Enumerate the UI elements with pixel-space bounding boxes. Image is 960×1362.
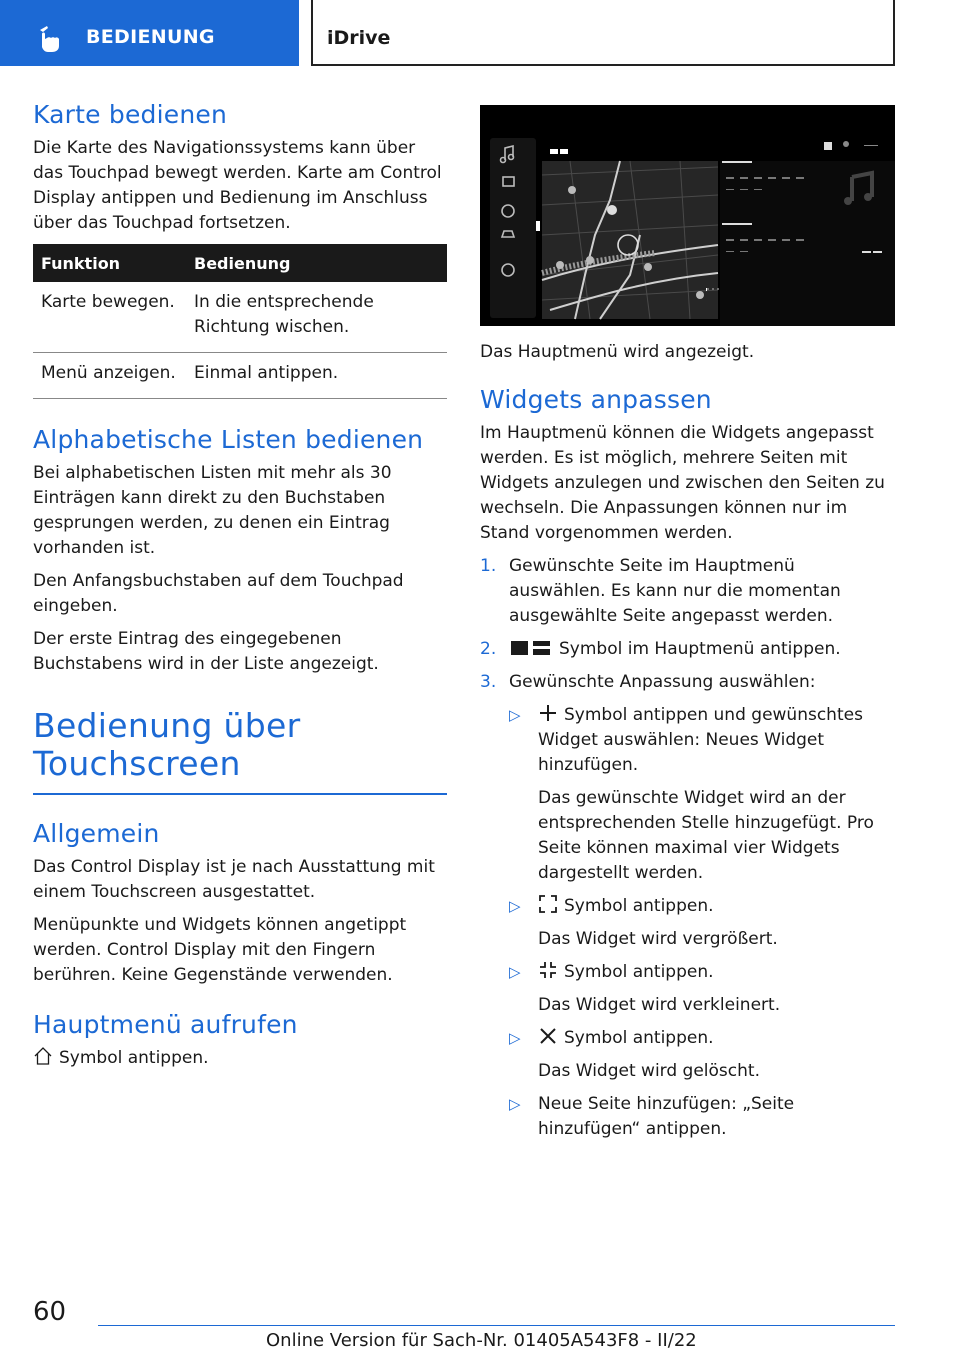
step-text: Gewünschte Seite im Hauptmenü auswählen. Es kann nur die momentan ausgewählte Seite angepasst werden. (509, 556, 841, 626)
hauptmenue-p1 (33, 1046, 447, 1071)
header-section-label: BEDIENUNG (86, 26, 215, 48)
option-note: Das Widget wird gelöscht. (538, 1061, 760, 1081)
option-note: Das Widget wird verkleinert. (538, 995, 781, 1015)
hauptmenue-title: Hauptmenü aufrufen (33, 1010, 298, 1039)
alpha-p1: Bei alphabetischen Listen mit mehr als 30 Einträgen kann direkt zu den Buchstaben gesprungen werden, zu denen ein Eintrag vorhanden ist. (33, 463, 392, 558)
list-item (509, 703, 896, 886)
option-text: Symbol antippen. (564, 1028, 714, 1048)
touch-hand-icon (34, 22, 66, 54)
table-cell: Karte bewegen. (33, 282, 186, 353)
footer-version-line: Online Version für Sach-Nr. 01405A543F8 - II/22 (266, 1330, 697, 1351)
bullet-triangle-icon: ▷ (509, 897, 521, 915)
list-item (480, 670, 896, 1142)
bullet-triangle-icon: ▷ (509, 1029, 521, 1047)
table-cell: In die entsprechende Richtung wischen. (186, 282, 447, 353)
close-icon (538, 1026, 558, 1046)
step-text: Gewünschte Anpassung auswählen: (509, 672, 816, 692)
list-item (509, 894, 896, 952)
table-row (33, 282, 447, 353)
table-header-row (33, 244, 447, 282)
left-column (33, 100, 447, 1079)
control-display-screenshot (480, 105, 895, 326)
section-rule (33, 793, 447, 795)
alpha-p2: Den Anfangsbuchstaben auf dem Touchpad eingeben. (33, 571, 404, 616)
bullet-triangle-icon: ▷ (509, 706, 521, 724)
option-note: Das Widget wird vergrößert. (538, 929, 778, 949)
main-menu-illustration (480, 105, 895, 326)
table-cell: Einmal antippen. (186, 353, 447, 399)
option-text: Symbol antippen und gewünschtes Widget auswählen: Neues Widget hinzufügen. (538, 705, 863, 775)
table-header-bedienung: Bedienung (186, 244, 447, 282)
allgemein-p1: Das Control Display ist je nach Ausstattung mit einem Touchscreen ausgestattet. (33, 857, 435, 902)
page-number: 60 (33, 1297, 67, 1327)
list-item (509, 1026, 896, 1084)
step-number: 2. (480, 639, 497, 659)
enlarge-icon (538, 894, 558, 914)
option-note: Das gewünschte Widget wird an der entsprechenden Stelle hinzugefügt. Pro Seite können maximal vier Widgets dargestellt werden. (538, 788, 874, 883)
step-text: Symbol im Hauptmenü antippen. (559, 639, 841, 659)
allgemein-p2: Menüpunkte und Widgets können angetippt werden. Control Display mit den Fingern berühren. Keine Gegenstände verwenden. (33, 915, 407, 985)
karte-title: Karte bedienen (33, 100, 227, 129)
list-item (509, 1092, 896, 1142)
table-cell: Menü anzeigen. (33, 353, 186, 399)
header-chapter-box (311, 0, 895, 66)
list-item (480, 637, 896, 662)
header-section-tab (0, 0, 299, 66)
widgets-title: Widgets anpassen (480, 385, 712, 414)
table-header-funktion: Funktion (33, 244, 186, 282)
touchscreen-title: Bedienung über Touchscreen (33, 706, 301, 783)
allgemein-title: Allgemein (33, 819, 160, 848)
widgets-intro: Im Hauptmenü können die Widgets angepasst werden. Es ist möglich, mehrere Seiten mit Widgets anzulegen und zwischen den Seiten zu wechseln. Die Anpassungen können nur im Stand vorgenommen werden. (480, 423, 885, 543)
plus-icon (538, 703, 558, 723)
alpha-title: Alphabetische Listen bedienen (33, 425, 424, 454)
bullet-triangle-icon: ▷ (509, 963, 521, 981)
step-number: 1. (480, 556, 497, 576)
footer-rule (98, 1325, 895, 1326)
alpha-p3: Der erste Eintrag des eingegebenen Buchstabens wird in der Liste angezeigt. (33, 629, 379, 674)
list-item (480, 554, 896, 629)
screenshot-caption: Das Hauptmenü wird angezeigt. (480, 342, 755, 362)
adjustment-options (509, 703, 896, 1142)
table-row (33, 353, 447, 399)
widgets-steps (480, 554, 896, 1142)
option-text: Neue Seite hinzufügen: „Seite hinzufügen“ antippen. (538, 1094, 795, 1139)
home-icon (33, 1046, 53, 1066)
shrink-icon (538, 960, 558, 980)
list-item (509, 960, 896, 1018)
hauptmenue-text: Symbol antippen. (59, 1048, 209, 1068)
step-number: 3. (480, 672, 497, 692)
edit-layout-icon (509, 639, 553, 657)
bullet-triangle-icon: ▷ (509, 1095, 521, 1113)
karte-text: Die Karte des Navigationssystems kann über das Touchpad bewegt werden. Karte am Control Display antippen und Bedienung im Anschluss über das Touchpad fortsetzen. (33, 138, 442, 233)
operation-table (33, 244, 447, 399)
header-chapter-label: iDrive (327, 27, 391, 49)
right-column (480, 105, 896, 1150)
option-text: Symbol antippen. (564, 962, 714, 982)
option-text: Symbol antippen. (564, 896, 714, 916)
